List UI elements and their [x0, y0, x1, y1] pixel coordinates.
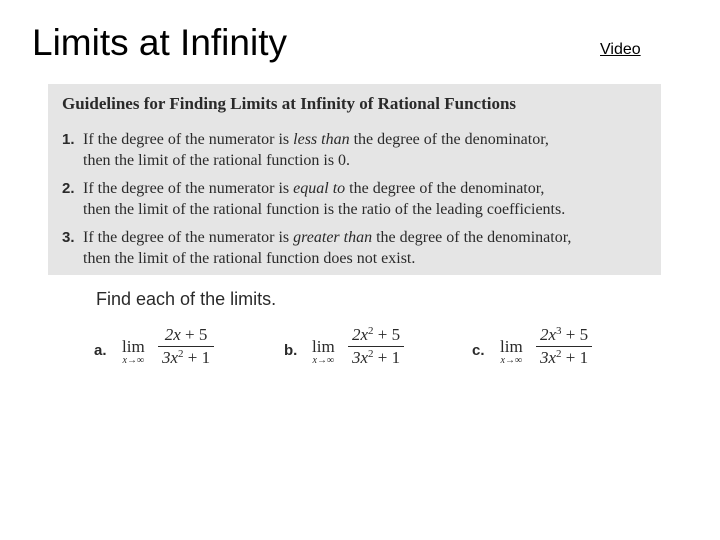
video-link[interactable]: Video — [600, 41, 641, 58]
rule-emphasis: equal to — [293, 180, 346, 197]
fraction — [158, 324, 214, 369]
problem-label: b. — [284, 342, 298, 359]
rule-line-2: then the limit of the rational function is 0. — [83, 152, 351, 169]
rule-line-1: If the degree of the numerator is greater than the degree of the denominator, — [83, 229, 572, 246]
rule-number: 3. — [62, 229, 75, 246]
limit-operator: lim x→∞ — [312, 337, 335, 366]
problem-label: c. — [472, 342, 485, 359]
denominator: $3x^2 + 1$ — [352, 348, 401, 367]
numerator: $2x^2 + 5$ — [352, 325, 401, 344]
rule-line-1: If the degree of the numerator is less than the degree of the denominator, — [83, 131, 549, 148]
limit-operator: lim x→∞ — [122, 337, 145, 366]
denominator: $3x^2 + 1$ — [540, 348, 589, 367]
numerator: 2x + 5 — [164, 325, 208, 344]
rule-line-2: then the limit of the rational function is the ratio of the leading coefficients. — [83, 201, 566, 218]
rule-number: 2. — [62, 180, 75, 197]
slide-title: Limits at Infinity — [32, 22, 287, 63]
limit-operator: lim x→∞ — [500, 337, 523, 366]
rule-emphasis: less than — [293, 131, 350, 148]
fraction — [348, 324, 404, 369]
problem-label: a. — [94, 342, 107, 359]
fraction — [536, 324, 592, 369]
numerator: $2x^3 + 5$ — [540, 325, 589, 344]
rule-number: 1. — [62, 131, 75, 148]
denominator: $3x^2 + 1$ — [162, 348, 211, 367]
guidelines-box — [48, 84, 661, 275]
rule-line-2: then the limit of the rational function does not exist. — [83, 250, 416, 267]
rule-emphasis: greater than — [293, 229, 373, 246]
exercise-prompt: Find each of the limits. — [96, 289, 277, 309]
guidelines-heading: Guidelines for Finding Limits at Infinity of Rational Functions — [62, 94, 517, 113]
rule-line-1: If the degree of the numerator is equal to the degree of the denominator, — [83, 180, 545, 197]
